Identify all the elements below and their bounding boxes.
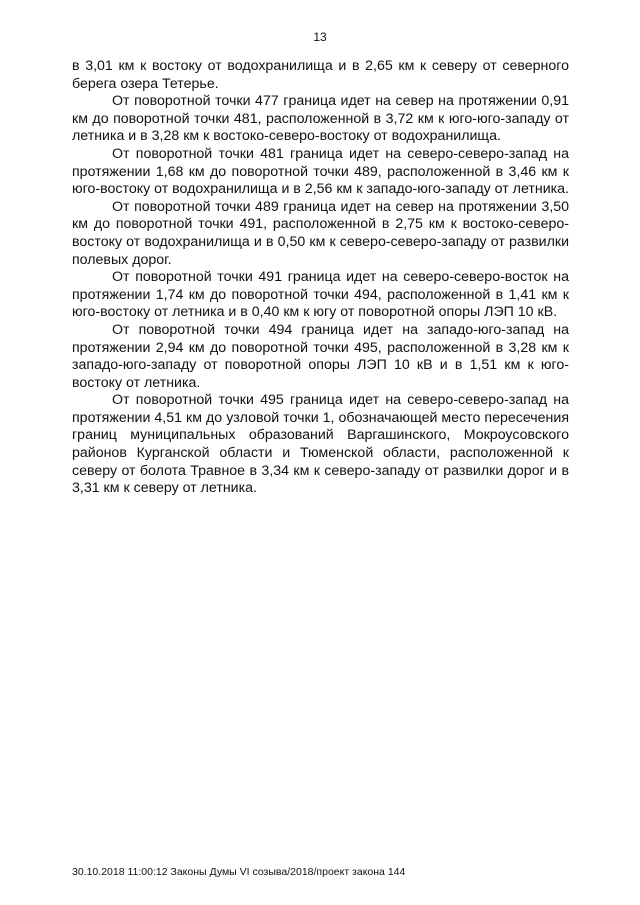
document-footer: 30.10.2018 11:00:12 Законы Думы VI созыва/2018/проект закона 144 (72, 866, 406, 878)
paragraph-point-481: От поворотной точки 481 граница идет на северо-северо-запад на протяжении 1,68 км до поворотной точки 489, расположенной в 3,46 км к юго-востоку от водохранилища и в 2,56 км к западо-юго-западу от летника. (72, 145, 569, 198)
paragraph-point-489: От поворотной точки 489 граница идет на север на протяжении 3,50 км до поворотной точки 491, расположенной в 2,75 км к востоко-северо-востоку от водохранилища и в 0,50 км к северо-северо-западу от развилки полевых дорог. (72, 198, 569, 268)
paragraph-point-494: От поворотной точки 494 граница идет на западо-юго-запад на протяжении 2,94 км до поворотной точки 495, расположенной в 3,28 км к западо-юго-западу от поворотной опоры ЛЭП 10 кВ и в 1,51 км к юго-востоку от летника. (72, 321, 569, 391)
page-number: 13 (313, 30, 327, 44)
paragraph-point-495: От поворотной точки 495 граница идет на северо-северо-запад на протяжении 4,51 км до узловой точки 1, обозначающей место пересечения границ муниципальных образований Варгашинского, Мокроусовского районов Курганской области и Тюменской области, расположенной к северу от болота Травное в 3,34 км к северо-западу от развилки дорог и в 3,31 км к северу от летника. (72, 392, 569, 497)
paragraph-point-491: От поворотной точки 491 граница идет на северо-северо-восток на протяжении 1,74 км до поворотной точки 494, расположенной в 1,41 км к юго-востоку от летника и в 0,40 км к югу от поворотной опоры ЛЭП 10 кВ. (72, 269, 569, 321)
document-body (72, 58, 569, 498)
paragraph-point-477: От поворотной точки 477 граница идет на север на протяжении 0,91 км до поворотной точки 481, расположенной в 3,72 км к юго-юго-западу от летника и в 3,28 км к востоко-северо-востоку от водохранилища. (72, 93, 569, 145)
paragraph-continuation: в 3,01 км к востоку от водохранилища и в 2,65 км к северу от северного берега озера Тетерье. (72, 58, 569, 92)
